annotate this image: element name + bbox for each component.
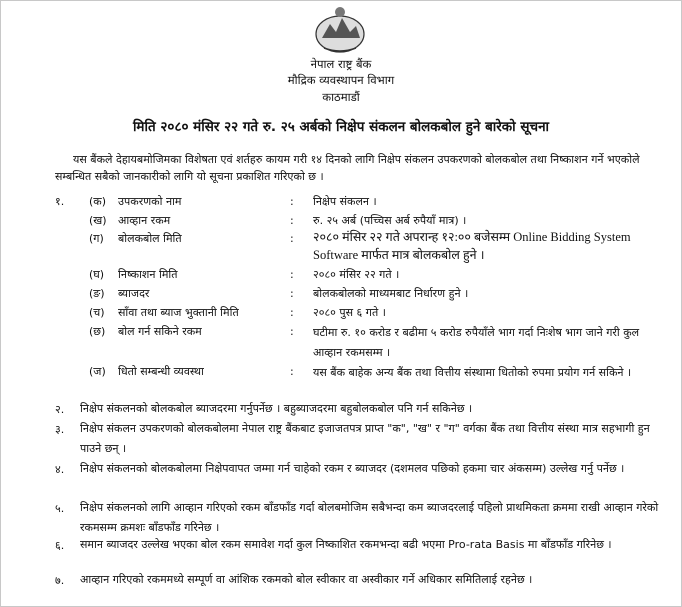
point-number: ४. — [55, 463, 65, 476]
detail-key: (ङ) — [89, 287, 105, 300]
point-text: आव्हान गरिएको रकममध्ये सम्पूर्ण वा आंशिक रकमको बोल स्वीकार वा अस्वीकार गर्ने अधिकार समितिलाई रहनेछ । — [80, 573, 533, 586]
detail-label: साँवा तथा ब्याज भुक्तानी मिति — [118, 306, 239, 319]
detail-colon: : — [290, 325, 294, 338]
detail-label: उपकरणको नाम — [118, 195, 182, 208]
detail-key: (च) — [89, 306, 105, 319]
detail-colon: : — [290, 232, 294, 245]
detail-colon: : — [290, 365, 294, 378]
point-text: निक्षेप संकलनको लागि आव्हान गरिएको रकम बाँडफाँड गर्दा बोलबमोजिम सबैभन्दा कम ब्याजदरलाई पहिलो प्राथमिकता क्रममा राखी आव्हान गरेको रकमसम्म क्रमशः बाँडफाँड गरिनेछ । — [80, 501, 659, 534]
department-name: मौद्रिक व्यवस्थापन विभाग — [287, 73, 395, 87]
org-name: नेपाल राष्ट्र बैंक — [310, 57, 372, 71]
detail-value: २०८० मंसिर २२ गते अपरान्ह १२:०० बजेसम्म Online Bidding System Software मार्फत मात्र बोलकबोल हुने । — [313, 230, 631, 262]
point-number: ५. — [55, 502, 65, 515]
detail-key: (क) — [89, 195, 107, 208]
detail-value: २०८० मंसिर २२ गते । — [313, 268, 400, 281]
notice-title: मिति २०८० मंसिर २२ गते रु. २५ अर्बको निक्षेप संकलन बोलकबोल हुने बारेको सूचना — [132, 119, 550, 135]
detail-colon: : — [290, 268, 294, 281]
detail-label: आव्हान रकम — [118, 214, 171, 227]
city-name: काठमाडौं — [322, 90, 360, 104]
detail-label: बोलकबोल मिति — [118, 232, 182, 245]
detail-label: बोल गर्न सकिने रकम — [118, 325, 202, 338]
detail-value: यस बैंक बाहेक अन्य बैंक तथा वित्तीय संस्थामा धितोको रुपमा प्रयोग गर्न सकिने । — [313, 366, 632, 379]
point-number: ७. — [55, 574, 65, 587]
detail-key: (ज) — [89, 365, 106, 378]
detail-key: (ख) — [89, 214, 107, 227]
nepal-rastra-bank-seal-icon — [312, 4, 368, 56]
intro-paragraph: यस बैंकले देहायबमोजिमका विशेषता एवं शर्तहरु कायम गरी १४ दिनको लागि निक्षेप संकलन उपकरणको बोलकबोल तथा निष्काशन गर्ने भएकोले सम्बन्धित सबैको जानकारीको लागि यो सूचना प्रकाशित गरिएको छ । — [55, 153, 640, 183]
detail-label: ब्याजदर — [118, 287, 150, 300]
point-text: निक्षेप संकलन उपकरणको बोलकबोलमा नेपाल राष्ट्र बैंकबाट इजाजतपत्र प्राप्त "क", "ख" र "ग" वर्गका बैंक तथा वित्तीय संस्था मात्र सहभागी हुन पाउने छन् । — [80, 422, 650, 455]
detail-value: २०८० पुस ६ गते । — [313, 306, 386, 319]
point-number: ६. — [55, 539, 65, 552]
detail-colon: : — [290, 306, 294, 319]
detail-label: धितो सम्बन्धी व्यवस्था — [118, 365, 204, 378]
point-text: समान ब्याजदर उल्लेख भएका बोल रकम समावेश गर्दा कुल निष्काशित रकमभन्दा बढी भएमा Pro-rata Basis मा बाँडफाँड गरिनेछ । — [80, 538, 612, 551]
detail-key: (छ) — [89, 325, 106, 338]
detail-key: (ग) — [89, 232, 104, 245]
point-number: ३. — [55, 423, 65, 436]
detail-value: निक्षेप संकलन । — [313, 195, 377, 208]
detail-value: रु. २५ अर्ब (पच्चिस अर्ब रुपैयाँ मात्र) । — [313, 214, 467, 227]
item-number: १. — [55, 195, 65, 208]
detail-key: (घ) — [89, 268, 105, 281]
point-text: निक्षेप संकलनको बोलकबोल ब्याजदरमा गर्नुपर्नेछ । बहुब्याजदरमा बहुबोलकबोल पनि गर्न सकिनेछ । — [80, 402, 473, 415]
detail-colon: : — [290, 287, 294, 300]
point-text: निक्षेप संकलनको बोलकबोलमा निक्षेपवापत जम्मा गर्न चाहेको रकम र ब्याजदर (दशमलव पछिको हकमा चार अंकसम्म) उल्लेख गर्नु पर्नेछ । — [80, 462, 625, 475]
detail-value: घटीमा रु. १० करोड र बढीमा ५ करोड रुपैयाँले भाग गर्दा निःशेष भाग जाने गरी कुल आव्हान रकमसम्म । — [313, 326, 640, 359]
point-number: २. — [55, 403, 65, 416]
detail-colon: : — [290, 214, 294, 227]
detail-value: बोलकबोलको माध्यमबाट निर्धारण हुने । — [313, 287, 469, 300]
detail-label: निष्काशन मिति — [118, 268, 178, 281]
detail-colon: : — [290, 195, 294, 208]
